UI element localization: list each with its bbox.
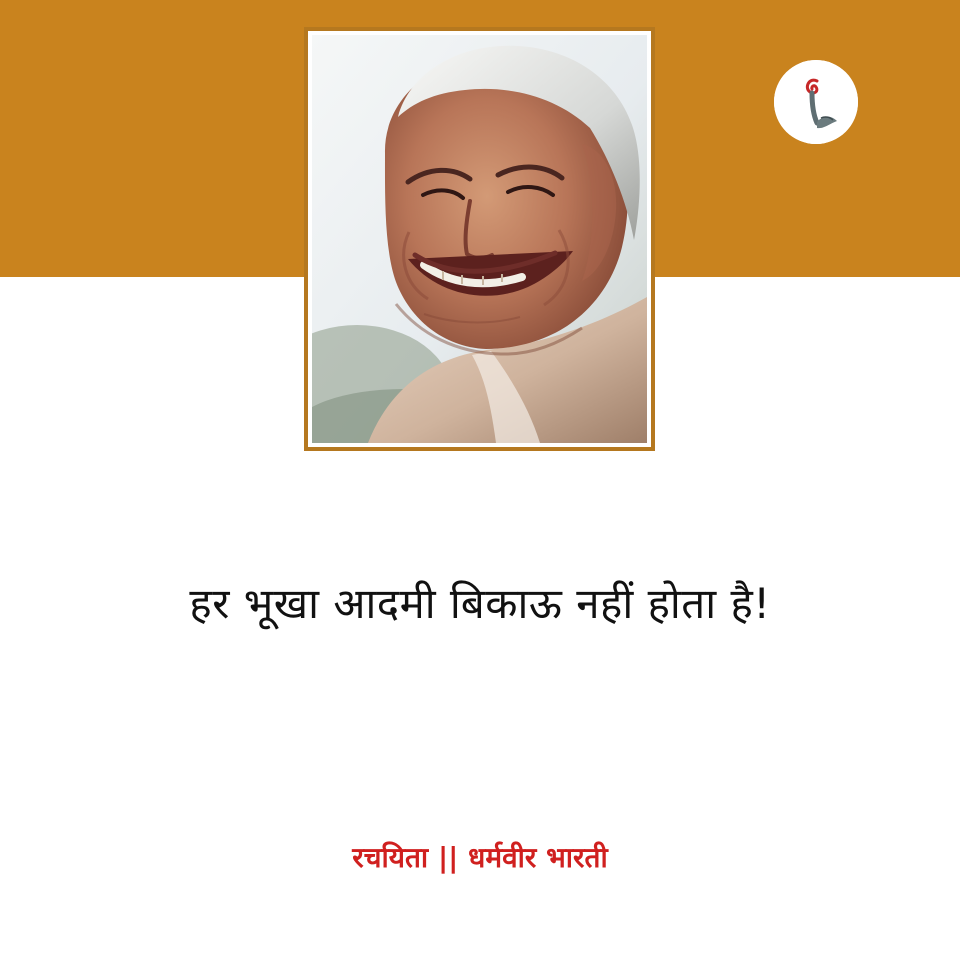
smiling-poet-portrait-icon (312, 35, 647, 443)
smiling-poet-portrait-icon (312, 35, 647, 443)
quote-text: हर भूखा आदमी बिकाऊ नहीं होता है! (189, 579, 771, 628)
author-name: धर्मवीर भारती (468, 841, 608, 874)
quill-pen-logo-icon (774, 60, 858, 144)
portrait-frame (304, 27, 655, 451)
quill-pen-logo-icon (774, 60, 858, 144)
credit-separator: || (437, 841, 459, 874)
author-credit (0, 838, 960, 878)
credit-label: रचयिता (352, 841, 429, 874)
